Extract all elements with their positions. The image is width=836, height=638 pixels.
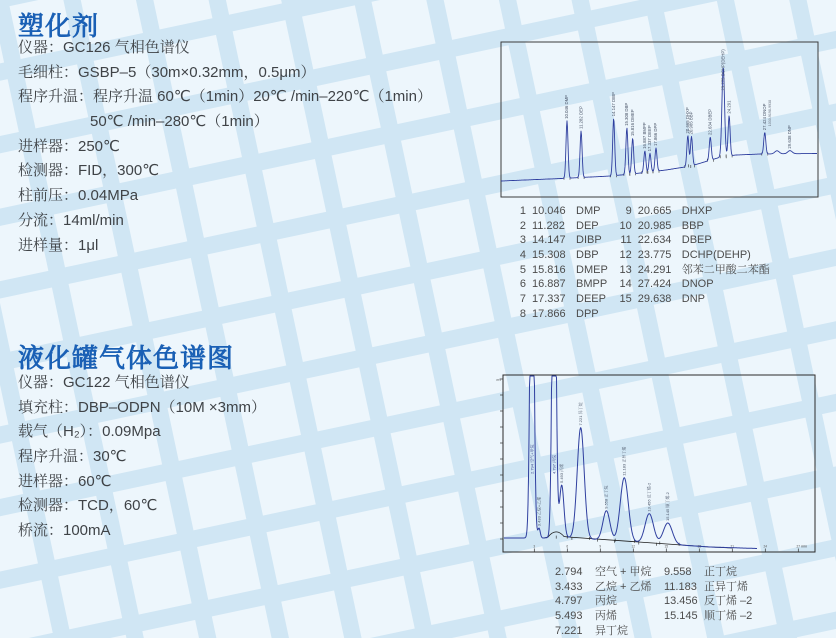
peak-table-row <box>618 233 770 248</box>
peak-label: 15.145 顺丁烯-2 <box>665 492 671 522</box>
integration-tick <box>611 174 617 177</box>
peak-table-row <box>512 219 608 234</box>
peak-compound-name: DHXP <box>681 205 713 217</box>
peak-table-row <box>618 277 770 292</box>
peak-compound-name: DBEP <box>681 234 712 247</box>
peak-table-row <box>512 233 608 248</box>
peak-label: 29.638 DNP <box>787 125 793 149</box>
peak-compound-name: DEEP <box>576 293 606 306</box>
peak-compound-name: DMP <box>576 205 601 217</box>
peak-number: 7 <box>519 293 526 306</box>
peak-label: 9.558 正丁烷 <box>603 485 609 509</box>
peak-label: 16.887 BMPP <box>642 122 648 149</box>
peak-table-column <box>664 565 752 638</box>
peak-table-row <box>555 609 664 624</box>
peak-retention-time: 5.493 <box>555 610 583 623</box>
peak-label: 10.046 DMP <box>564 94 570 119</box>
peak-table-row <box>664 580 752 595</box>
peak-number: 2 <box>519 219 526 232</box>
peak-label: 27.424 DNOP <box>761 103 767 131</box>
peak-retention-time: 15.145 <box>664 610 698 623</box>
peak-compound-name: 正丁烷 <box>704 566 737 578</box>
info-line: 进样器：250℃ <box>18 137 120 155</box>
peak-retention-time: 17.337 <box>532 293 566 306</box>
peak-extra-label: 1030-9198-9938 <box>767 99 772 127</box>
peak-label: 22.634 DBEP <box>707 108 713 135</box>
peak-compound-name: DNOP <box>681 278 714 291</box>
peak-compound-name: 反丁烯 –2 <box>704 595 753 608</box>
peak-table-row <box>512 277 608 292</box>
peak-number: 8 <box>519 307 526 320</box>
peak-table-row <box>618 263 770 278</box>
peak-number: 11 <box>620 234 632 247</box>
peak-number: 9 <box>625 205 632 217</box>
peak-retention-time: 2.794 <box>555 566 583 578</box>
peak-number: 3 <box>519 234 526 247</box>
peak-compound-name: 邻苯二甲酸二苯酯 <box>681 263 770 276</box>
peak-retention-time: 14.147 <box>532 234 566 247</box>
peak-compound-name: 丙烯 <box>595 610 617 623</box>
peak-label: 7.221 异丁烷 <box>577 402 583 426</box>
peak-retention-time: 9.558 <box>664 566 692 578</box>
peak-label: 24.291 <box>726 100 732 114</box>
x-axis-tick-label: 21 <box>730 544 735 549</box>
peak-retention-time: 11.282 <box>532 219 565 232</box>
gc-trace <box>504 376 757 549</box>
peak-label: 17.866 DPP <box>653 122 659 146</box>
integration-tick <box>564 177 570 180</box>
x-axis-tick-label: 24 <box>763 544 768 549</box>
peak-label: 11.282 DEP <box>578 106 584 129</box>
peak-table-row <box>618 248 770 263</box>
peak-retention-time: 3.433 <box>555 580 583 593</box>
peak-retention-time: 24.291 <box>637 263 672 276</box>
peak-retention-time: 10.046 <box>532 205 566 217</box>
peak-compound-name: BMPP <box>576 278 608 291</box>
info-lines-2 <box>18 371 266 544</box>
x-axis-tick-label: 9 <box>599 544 602 549</box>
peak-table-row <box>512 204 608 219</box>
peak-compound-name: 异丁烷 <box>595 624 628 637</box>
y-axis-unit-label: mV <box>496 378 502 382</box>
x-axis-tick-label: 3 <box>533 544 536 549</box>
info-line: 柱前压：0.04MPa <box>18 187 139 205</box>
peak-retention-time: 7.221 <box>555 624 583 637</box>
peak-table-column <box>618 204 770 322</box>
chromatogram-1 <box>500 41 820 199</box>
peak-number: 1 <box>519 205 526 217</box>
peak-table-row <box>512 307 608 322</box>
x-axis-unit-label: min <box>801 544 808 549</box>
integration-tick <box>630 172 636 175</box>
section-title-plasticizer: 塑化剂 <box>18 11 100 41</box>
x-axis-tick-label: 6 <box>566 544 569 549</box>
peak-number: 5 <box>519 263 526 276</box>
x-axis-tick-label: 15 <box>664 544 669 549</box>
peak-retention-time: 13.456 <box>664 595 698 608</box>
peak-compound-name: DCHP(DEHP) <box>681 249 751 262</box>
info-line: 分流：14ml/min <box>18 211 124 229</box>
info-line: 仪器：GC126 气相色谱仪 <box>18 39 190 56</box>
peak-number: 15 <box>619 293 632 306</box>
info-line: 桥流：100mA <box>18 522 111 540</box>
peak-number: 14 <box>619 278 632 291</box>
peak-table-row <box>555 565 664 580</box>
peak-table-2 <box>555 565 752 638</box>
info-line: 仪器：GC122 气相色谱仪 <box>18 374 190 391</box>
integration-tick <box>689 164 695 167</box>
info-line: 进样器：60℃ <box>18 472 112 490</box>
peak-compound-name: 丙烷 <box>595 595 617 608</box>
peak-compound-name: DMEP <box>576 263 608 276</box>
peak-label: 3.433 乙烷+乙烯 <box>536 496 542 527</box>
peak-label: 5.493 丙烯 <box>558 463 564 483</box>
peak-retention-time: 27.424 <box>637 278 672 291</box>
peak-compound-name: DNP <box>681 293 706 306</box>
peak-retention-time: 15.816 <box>532 263 566 276</box>
section-title-lpg: 液化罐气体色谱图 <box>18 343 235 373</box>
x-axis-tick-label: 12 <box>631 544 636 549</box>
peak-retention-time: 15.308 <box>532 249 566 262</box>
peak-label: 15.816 DMEP <box>629 109 635 137</box>
peak-table-row <box>555 580 664 595</box>
peak-compound-name: 正异丁烯 <box>704 580 748 593</box>
peak-retention-time: 16.887 <box>532 278 566 291</box>
peak-label: 15.308 DBP <box>624 102 630 126</box>
peak-retention-time: 20.665 <box>637 205 672 217</box>
x-axis-tick-label: 27 <box>796 544 801 549</box>
peak-retention-time: 11.183 <box>664 580 697 593</box>
peak-table-row <box>664 609 752 624</box>
chromatogram-2 <box>496 374 816 554</box>
peak-number: 4 <box>519 249 526 262</box>
peak-compound-name: DIBP <box>576 234 602 247</box>
peak-table-row <box>664 594 752 609</box>
info-line: 检测器：TCD，60℃ <box>18 497 158 515</box>
peak-compound-name: 顺丁烯 –2 <box>704 610 753 623</box>
peak-table-row <box>555 624 664 638</box>
peak-retention-time: 17.866 <box>532 307 566 320</box>
peak-number: 6 <box>519 278 526 291</box>
integration-tick <box>726 154 732 157</box>
info-line: 程序升温：30℃ <box>18 448 127 466</box>
integration-baseline <box>544 532 732 548</box>
peak-table-column <box>512 204 608 322</box>
peak-compound-name: DPP <box>576 307 599 320</box>
info-lines-1 <box>18 36 432 258</box>
integration-tick <box>720 155 726 158</box>
peak-retention-time: 29.638 <box>637 293 672 306</box>
peak-label: 4.797 丙烷 <box>551 454 557 474</box>
info-line: 程序升温：程序升温 60℃（1min）20℃ /min–220℃（1min） <box>18 88 432 106</box>
peak-compound-name: 乙烷 + 乙烯 <box>595 580 652 593</box>
peak-label: 20.665 DHXP <box>685 107 691 134</box>
peak-retention-time: 4.797 <box>555 595 583 608</box>
x-axis-tick-label: 18 <box>697 544 702 549</box>
peak-table-row <box>512 248 608 263</box>
peak-retention-time: 22.634 <box>637 234 672 247</box>
peak-table-column <box>555 565 664 638</box>
peak-label: 11.183 正异丁烯 <box>621 446 627 476</box>
info-line: 填充柱：DBP–ODPN（10M ×3mm） <box>18 398 266 416</box>
peak-table-row <box>664 565 752 580</box>
peak-table-row <box>555 594 664 609</box>
peak-label: 2.794 空气+甲烷 <box>529 444 535 474</box>
peak-table-row <box>512 292 608 307</box>
peak-retention-time: 20.985 <box>637 219 672 232</box>
peak-compound-name: DBP <box>576 249 599 262</box>
info-line: 载气（H₂）：0.09Mpa <box>18 423 161 441</box>
peak-table-row <box>618 219 770 234</box>
integration-tick <box>578 176 584 179</box>
peak-retention-time: 23.775 <box>637 249 672 262</box>
peak-table-row <box>512 263 608 278</box>
info-line: 毛细柱：GSBP–5（30m×0.32mm，0.5μm） <box>18 63 316 81</box>
peak-label: 13.456 反丁烯-2 <box>646 482 652 512</box>
peak-label: 14.147 DIBP <box>610 92 616 117</box>
peak-compound-name: BBP <box>681 219 704 232</box>
peak-label: 17.337 DEEP <box>647 125 653 152</box>
peak-label: 20.985 BBP <box>688 111 694 135</box>
info-line: 进样量：1μl <box>18 236 99 254</box>
peak-table-row <box>618 204 770 219</box>
plot-frame <box>503 375 815 552</box>
peak-number: 13 <box>619 263 632 276</box>
peak-compound-name: 空气 + 甲烷 <box>595 566 652 578</box>
peak-number: 10 <box>619 219 632 232</box>
info-line: 50℃ /min–280℃（1min） <box>90 113 269 131</box>
peak-compound-name: DEP <box>576 219 599 232</box>
peak-table-row <box>618 292 770 307</box>
info-line: 检测器：FID，300℃ <box>18 162 160 180</box>
peak-label: 23.775 DCHP(DEHP) <box>720 49 726 91</box>
peak-number: 12 <box>619 249 632 262</box>
peak-table-1 <box>512 204 770 322</box>
integration-tick <box>624 173 630 176</box>
integration-tick <box>556 536 567 539</box>
